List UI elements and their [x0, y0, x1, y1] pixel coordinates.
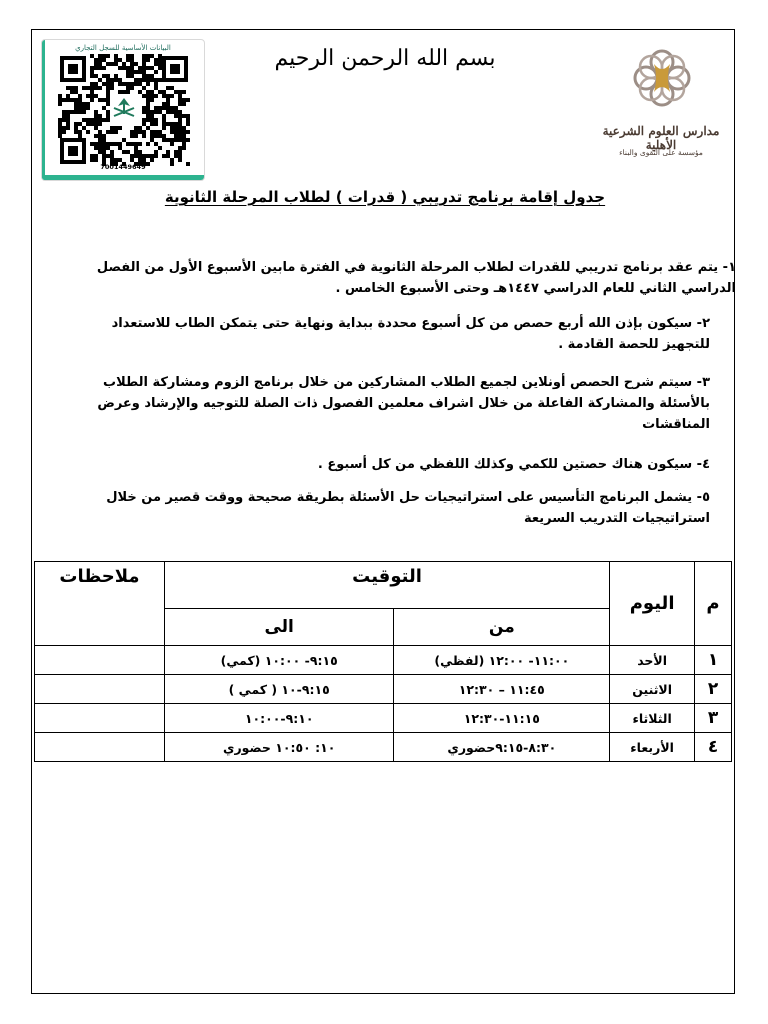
row-notes	[35, 675, 165, 704]
row-notes	[35, 733, 165, 762]
paragraph-5: ٥- يشمل البرنامج التأسيس على استراتيجيات حل الأسئلة بطريقة صحيحة ووقت قصير من خلال استراتيجيات التدريب السريعة	[106, 490, 710, 526]
schedule-table	[34, 561, 732, 762]
row-day: الاثنين	[610, 675, 695, 704]
row-day: الثلاثاء	[610, 704, 695, 733]
row-to: ١٠: ١٠:٥٠ حضوري	[164, 733, 394, 762]
paragraph-2: ٢- سيكون بإذن الله أربع حصص من كل أسبوع محددة ببداية ونهاية حتى يتمكن الطاب للاستعداد للتجهيز للحصة القادمة .	[111, 316, 710, 352]
header-to: الى	[164, 609, 394, 646]
row-to: ٩:١٥- ١٠:٠٠ (كمي)	[164, 646, 394, 675]
row-notes	[35, 646, 165, 675]
row-to: ٩:١٥-١٠ ( كمي )	[164, 675, 394, 704]
row-from: ٨:٣٠-٩:١٥حضوري	[394, 733, 610, 762]
header-num: م	[695, 562, 732, 646]
row-num: ٢	[695, 675, 732, 704]
paragraph-1: ١- يتم عقد برنامج تدريبي للقدرات لطلاب المرحلة الثانوية في الفترة مابين الأسبوع الأول من الفصل الدراسي الثاني للعام الدراسي ١٤٤٧هـ وحتى الأسبوع الخامس .	[96, 260, 736, 296]
paragraph-4: ٤- سيكون هناك حصتين للكمي وكذلك اللفظي من كل أسبوع .	[317, 457, 710, 472]
paragraph-3: ٣- سيتم شرح الحصص أونلاين لجميع الطلاب المشاركين من خلال برنامج الزوم ومشاركة الطلاب بالأسئلة والمشاركة الفاعلة من خلال اشراف معلمين الفصول ذات الصلة للتوجيه والإرشاد وعرض المناقشات	[97, 375, 710, 432]
qr-code-icon	[58, 54, 190, 166]
table-row	[35, 675, 732, 704]
qr-card-number: 7001449649	[100, 163, 146, 171]
header-notes: ملاحظات	[35, 562, 165, 646]
qr-code-card	[41, 39, 205, 181]
row-num: ٣	[695, 704, 732, 733]
basmala-heading: بسم الله الرحمن الرحيم	[274, 46, 496, 71]
document-title: جدول إقامة برنامج تدريبي ( قدرات ) لطلاب المرحلة الثانوية	[164, 188, 606, 206]
header-day: اليوم	[610, 562, 695, 646]
row-day: الأربعاء	[610, 733, 695, 762]
row-num: ٤	[695, 733, 732, 762]
header-from: من	[394, 609, 610, 646]
table-row	[35, 646, 732, 675]
row-from: ١١:٠٠- ١٢:٠٠ (لفظي)	[394, 646, 610, 675]
row-day: الأحد	[610, 646, 695, 675]
qr-card-title: البيانات الأساسية للسجل التجاري	[75, 44, 171, 52]
table-row	[35, 733, 732, 762]
school-name: مدارس العلوم الشرعية الأهلية	[602, 124, 720, 152]
row-from: ١١:١٥-١٢:٣٠	[394, 704, 610, 733]
row-to: ٩:١٠-١٠:٠٠	[164, 704, 394, 733]
header-timing: التوقيت	[164, 562, 609, 609]
row-num: ١	[695, 646, 732, 675]
row-from: ١١:٤٥ – ١٢:٣٠	[394, 675, 610, 704]
school-tagline: مؤسسة على التقوى والبناء	[619, 148, 703, 157]
row-notes	[35, 704, 165, 733]
table-row	[35, 704, 732, 733]
